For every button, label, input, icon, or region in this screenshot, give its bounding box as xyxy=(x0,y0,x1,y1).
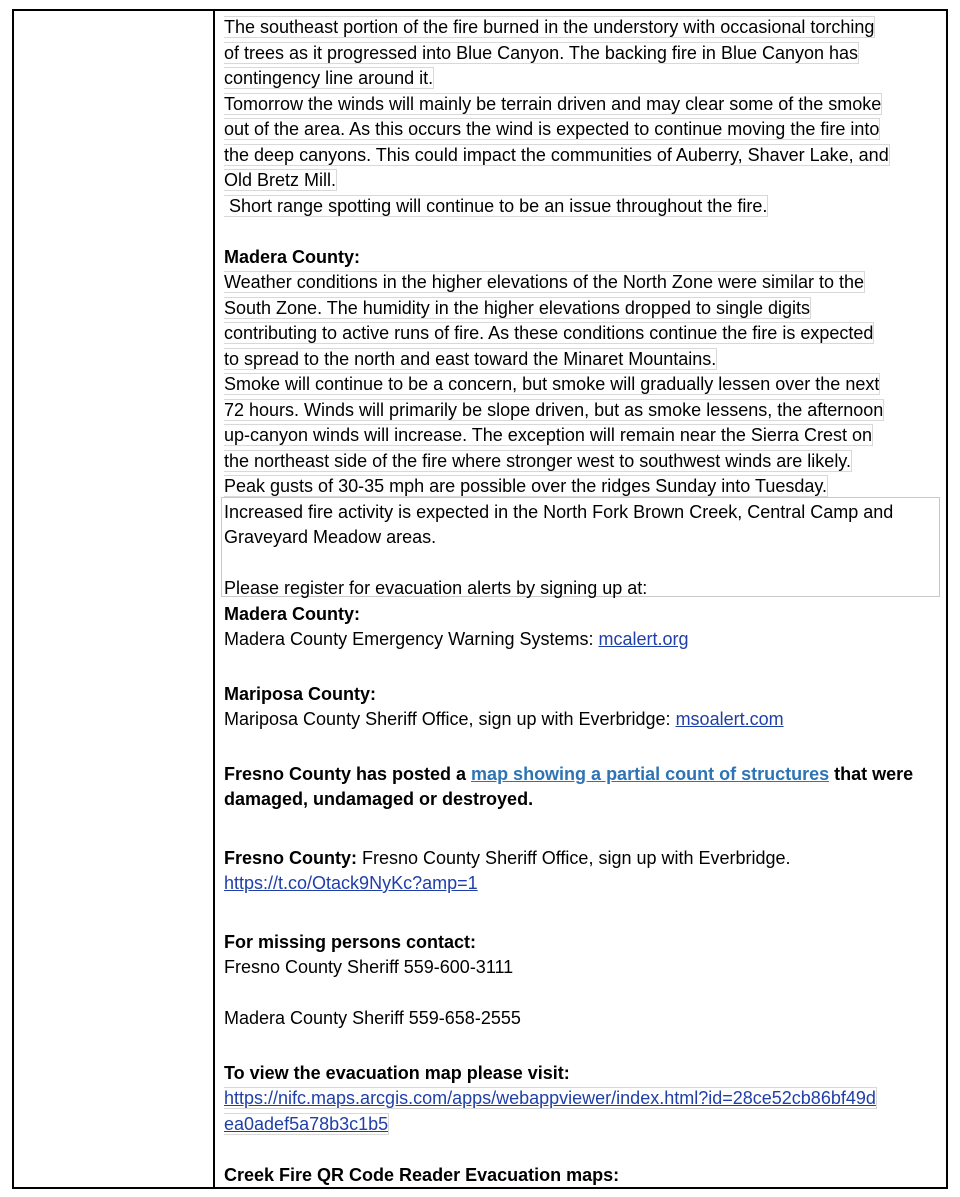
mariposa-alerts-text: Mariposa County Sheriff Office, sign up with Everbridge: xyxy=(224,709,676,729)
paragraph-line: Increased fire activity is expected in the North Fork Brown Creek, Central Camp and xyxy=(224,501,894,522)
table-column-divider xyxy=(213,9,215,1189)
paragraph-line: South Zone. The humidity in the higher elevations dropped to single digits xyxy=(224,297,811,318)
fresno-map-text-end: that were xyxy=(829,763,914,784)
evac-map-heading: To view the evacuation map please visit: xyxy=(224,1062,570,1083)
fresno-everbridge-link[interactable]: https://t.co/Otack9NyKc?amp=1 xyxy=(224,873,478,893)
paragraph-line: the deep canyons. This could impact the communities of Auberry, Shaver Lake, and xyxy=(224,144,889,165)
register-prompt: Please register for evacuation alerts by signing up at: xyxy=(224,578,648,598)
fresno-map-text-line2: damaged, undamaged or destroyed. xyxy=(224,789,534,809)
msoalert-link[interactable]: msoalert.com xyxy=(675,709,784,729)
paragraph-line: Short range spotting will continue to be an issue throughout the fire. xyxy=(224,195,768,216)
paragraph-line: contingency line around it. xyxy=(224,68,434,88)
paragraph-line: out of the area. As this occurs the wind is expected to continue moving the fire into xyxy=(224,119,880,139)
paragraph-line: Smoke will continue to be a concern, but smoke will gradually lessen over the next xyxy=(224,374,880,394)
madera-alerts-heading: Madera County: xyxy=(224,603,361,624)
paragraph-line: Graveyard Meadow areas. xyxy=(224,527,437,547)
paragraph-line: the northeast side of the fire where stronger west to southwest winds are likely. xyxy=(224,450,851,471)
mcalert-link[interactable]: mcalert.org xyxy=(598,629,689,649)
structures-map-link[interactable]: map showing a partial count of structures xyxy=(471,763,830,784)
missing-persons-heading: For missing persons contact: xyxy=(224,931,477,952)
qr-evac-maps-heading: Creek Fire QR Code Reader Evacuation maps: xyxy=(224,1164,620,1185)
madera-sheriff-phone: Madera County Sheriff 559-658-2555 xyxy=(224,1008,521,1028)
paragraph-line: 72 hours. Winds will primarily be slope driven, but as smoke lessens, the afternoon xyxy=(224,399,884,420)
fresno-sheriff-phone: Fresno County Sheriff 559-600-3111 xyxy=(224,957,514,977)
evac-map-link-cont[interactable]: ea0adef5a78b3c1b5 xyxy=(224,1113,389,1134)
fresno-map-text: Fresno County has posted a xyxy=(224,763,472,784)
fresno-alerts-text: Fresno County Sheriff Office, sign up with Everbridge. xyxy=(357,847,791,868)
paragraph-line: to spread to the north and east toward the Minaret Mountains. xyxy=(224,348,717,369)
fresno-alerts-heading: Fresno County: xyxy=(224,847,357,868)
paragraph-line: up-canyon winds will increase. The exception will remain near the Sierra Crest on xyxy=(224,425,872,445)
madera-alerts-text: Madera County Emergency Warning Systems: xyxy=(224,629,599,649)
mariposa-alerts-heading: Mariposa County: xyxy=(224,683,377,704)
document-body xyxy=(224,15,940,1187)
paragraph-line: Old Bretz Mill. xyxy=(224,170,337,190)
madera-county-heading: Madera County: xyxy=(224,246,361,267)
paragraph-line: of trees as it progressed into Blue Canyon. The backing fire in Blue Canyon has xyxy=(224,42,859,63)
paragraph-line: The southeast portion of the fire burned in the understory with occasional torching xyxy=(224,17,875,37)
paragraph-line: Tomorrow the winds will mainly be terrain driven and may clear some of the smoke xyxy=(224,93,882,114)
evac-map-link[interactable]: https://nifc.maps.arcgis.com/apps/webappviewer/index.html?id=28ce52cb86bf49d xyxy=(224,1088,876,1108)
paragraph-line: contributing to active runs of fire. As these conditions continue the fire is expected xyxy=(224,323,874,343)
paragraph-line: Weather conditions in the higher elevations of the North Zone were similar to the xyxy=(224,272,865,292)
paragraph-line: Peak gusts of 30-35 mph are possible over the ridges Sunday into Tuesday. xyxy=(224,476,828,496)
